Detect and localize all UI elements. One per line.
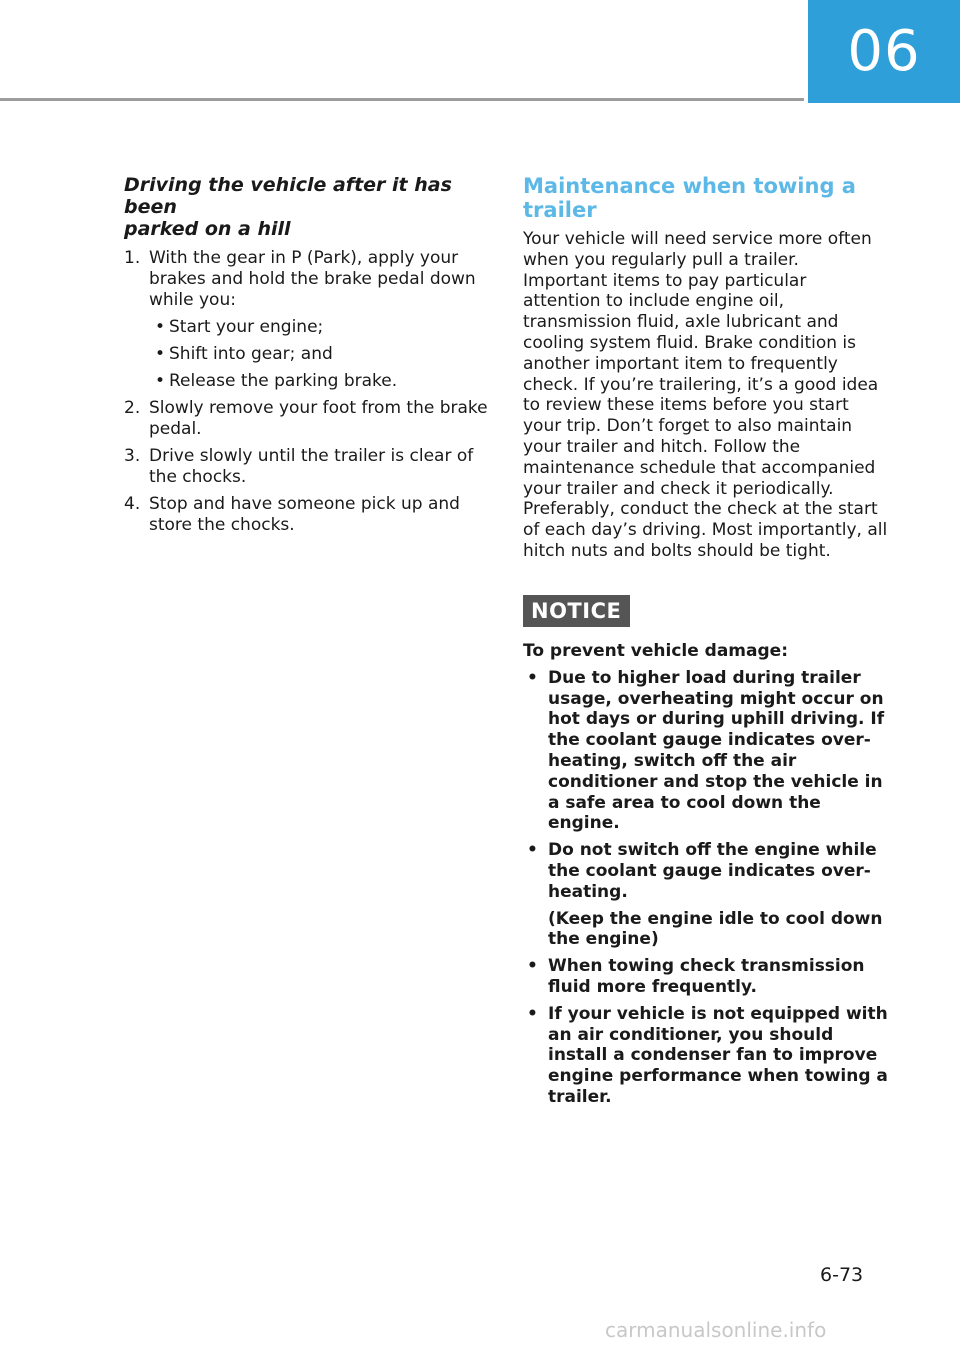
bullet-icon: • bbox=[527, 840, 538, 861]
step-text: Drive slowly until the trailer is clear of the chocks. bbox=[149, 446, 474, 487]
notice-item-note: (Keep the engine idle to cool down the engine) bbox=[548, 908, 883, 950]
chapter-number: 06 bbox=[847, 19, 921, 84]
sub-bullet-item: • Release the parking brake. bbox=[155, 371, 398, 391]
notice-list bbox=[523, 668, 888, 1108]
step-number: 3. bbox=[124, 446, 141, 466]
subheading-hill-parking: Driving the vehicle after it has been parked on a hill bbox=[124, 174, 452, 240]
steps-list bbox=[124, 248, 492, 536]
notice-item: • If your vehicle is not equipped with an air conditioner, you should install a condenser fan to improve engine performance when towing a trailer. bbox=[527, 1003, 888, 1107]
notice-item: • When towing check transmission fluid more frequently. bbox=[527, 956, 865, 997]
step-item bbox=[124, 446, 492, 488]
bullet-icon: • bbox=[155, 317, 166, 337]
section-title-maintenance: Maintenance when towing a trailer bbox=[523, 174, 856, 222]
page-number: 6-73 bbox=[820, 1264, 864, 1286]
step-number: 2. bbox=[124, 398, 141, 418]
step-item bbox=[124, 248, 492, 392]
left-column bbox=[124, 174, 492, 542]
header-divider bbox=[0, 98, 804, 101]
step-number: 4. bbox=[124, 494, 141, 514]
bullet-icon: • bbox=[155, 371, 166, 391]
bullet-icon: • bbox=[155, 344, 166, 364]
step-text: Stop and have someone pick up and store the chocks. bbox=[149, 494, 460, 535]
notice-intro: To prevent vehicle damage: bbox=[523, 640, 788, 661]
sub-bullet-item: • Shift into gear; and bbox=[155, 344, 333, 364]
step-text: Slowly remove your foot from the brake pedal. bbox=[149, 398, 488, 439]
watermark: carmanualsonline.info bbox=[605, 1318, 827, 1342]
bullet-icon: • bbox=[527, 667, 538, 688]
chapter-tab bbox=[808, 0, 960, 103]
notice-item: • Do not switch off the engine while the coolant gauge indicates over-heating. (Keep the engine idle to cool down the engine) bbox=[523, 840, 888, 950]
sub-bullet-list bbox=[149, 317, 492, 392]
maintenance-paragraph: Your vehicle will need service more often when you regularly pull a trailer. Important items to pay particular attention to include engine oil, transmission fluid, axle lubricant and cooling system fluid. Brake condition is another important item to frequently check. If you’re trailering, it’s a good idea to review these items before you start your trip. Don’t forget to also maintain your trailer and hitch. Follow the maintenance schedule that accompanied your trailer and check it periodically. Preferably, conduct the check at the start of each day’s driving. Most importantly, all hitch nuts and bolts should be tight. bbox=[523, 229, 888, 561]
sub-bullet-item: • Start your engine; bbox=[155, 317, 324, 337]
step-text: With the gear in P (Park), apply your brakes and hold the brake pedal down while you: bbox=[149, 248, 476, 310]
step-item bbox=[124, 494, 492, 536]
notice-item: • Due to higher load during trailer usage, overheating might occur on hot days or during uphill driving. If the coolant gauge indicates over-heating, switch off the air conditioner and stop the vehicle in a safe area to cool down the engine. bbox=[527, 667, 885, 834]
right-column bbox=[523, 174, 888, 1114]
step-item bbox=[124, 398, 492, 440]
bullet-icon: • bbox=[527, 1003, 538, 1024]
notice-label: NOTICE bbox=[523, 595, 630, 627]
step-number: 1. bbox=[124, 248, 141, 268]
bullet-icon: • bbox=[527, 956, 538, 977]
